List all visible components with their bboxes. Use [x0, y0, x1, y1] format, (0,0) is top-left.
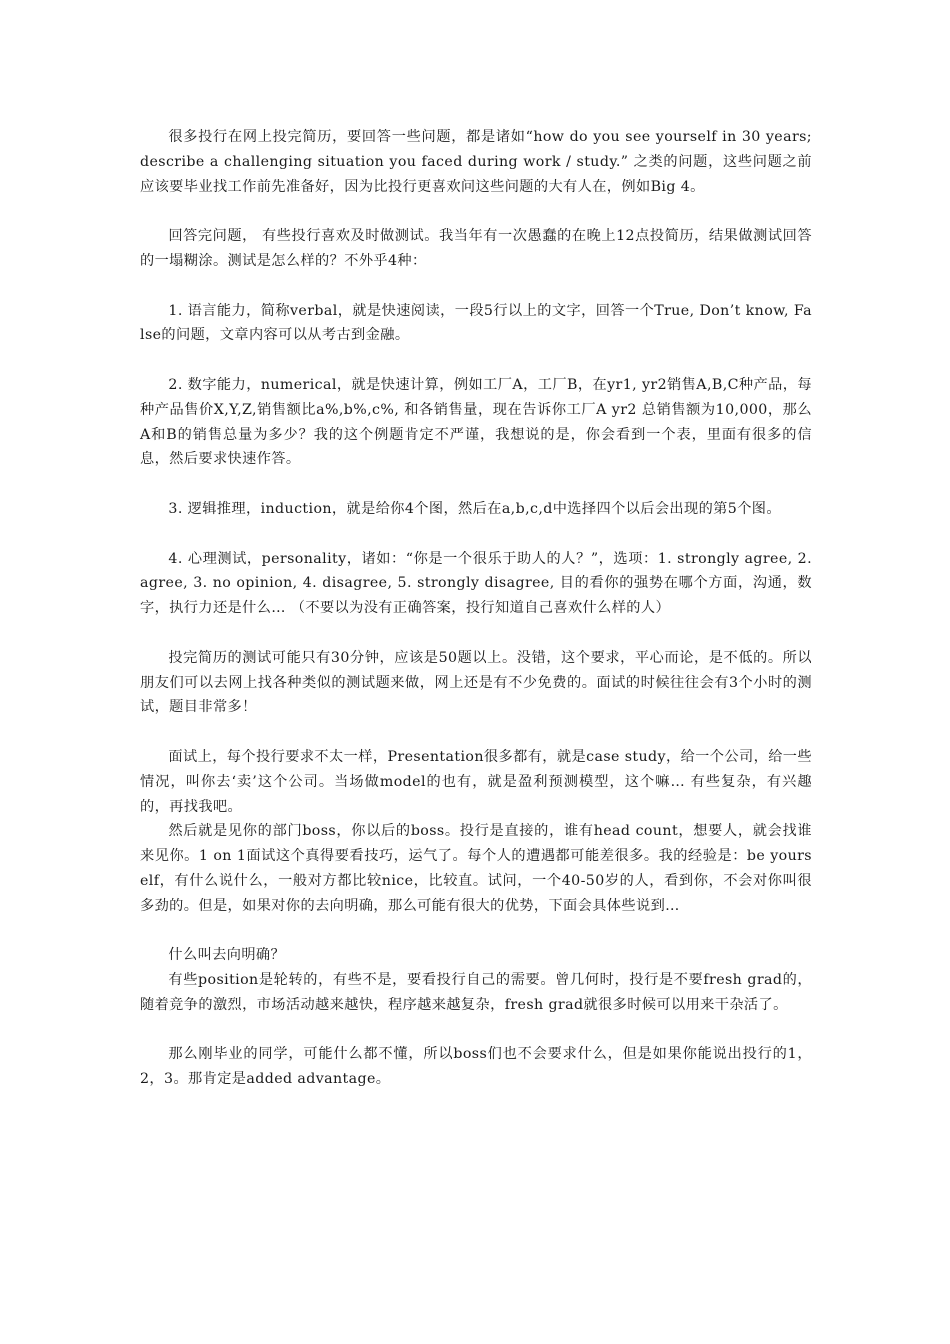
paragraph-gap	[140, 919, 812, 944]
paragraph-gap	[140, 472, 812, 497]
paragraph-personality-test: 4. 心理测试，personality，诸如：“你是一个很乐于助人的人？”，选项：1. strongly agree, 2. agree, 3. no opinion, 4. disagree, 5. strongly disagree, 目的看你的强势在哪个方面，沟通，数字，执行力还是什么… （不要以为没有正确答案，投行知道自己喜欢什么样的人）	[140, 550, 812, 617]
paragraph-gap	[140, 720, 812, 745]
paragraph-interview: 面试上，每个投行要求不太一样，Presentation很多都有，就是case study，给一个公司，给一些情况，叫你去‘卖’这个公司。当场做model的也有，就是盈利预测模型，这个嘛… 有些复杂，有兴趣的，再找我吧。	[140, 748, 812, 815]
paragraph-position: 有些position是轮转的，有些不是，要看投行自己的需要。曾几何时，投行是不要fresh grad的，随着竞争的激烈，市场活动越来越快，程序越来越复杂，fresh grad就很多时候可以用来干杂活了。	[140, 972, 812, 1013]
paragraph-induction-test: 3. 逻辑推理，induction，就是给你4个图，然后在a,b,c,d中选择四个以后会出现的第5个图。	[168, 500, 781, 517]
paragraph-verbal-test: 1. 语言能力，简称verbal，就是快速阅读，一段5行以上的文字，回答一个True, Don’t know, False的问题，文章内容可以从考古到金融。	[140, 302, 812, 344]
paragraph-gap	[140, 522, 812, 547]
paragraph-tests-overview: 回答完问题， 有些投行喜欢及时做测试。我当年有一次愚蠢的在晚上12点投简历，结果做测试回答的一塌糊涂。测试是怎么样的？不外乎4种：	[140, 228, 812, 269]
paragraph-boss-meeting: 然后就是见你的部门boss，你以后的boss。投行是直接的，谁有head count，想要人，就会找谁来见你。1 on 1面试这个真得要看技巧，运气了。每个人的遭遇都可能差很多。我的经验是：be yourself，有什么说什么，一般对方都比较nice，比较直。试问，一个40-50岁的人，看到你，不会对你叫很多劲的。但是，如果对你的去向明确，那么可能有很大的优势，下面会具体些说到…	[140, 823, 812, 914]
paragraph-numerical-test: 2. 数字能力，numerical，就是快速计算，例如工厂A，工厂B，在yr1, yr2销售A,B,C种产品，每种产品售价X,Y,Z,销售额比a%,b%,c%, 和各销售量，现在告诉你工厂A yr2 总销售额为10,000，那么A和B的销售总量为多少？我的这个例题肯定不严谨，我想说的是，你会看到一个表，里面有很多的信息，然后要求快速作答。	[140, 376, 812, 468]
paragraph-fresh-grad: 那么刚毕业的同学，可能什么都不懂，所以boss们也不会要求什么，但是如果你能说出投行的1，2，3。那肯定是added advantage。	[140, 1046, 812, 1088]
paragraph-question-heading: 什么叫去向明确？	[168, 947, 286, 964]
paragraph-gap	[140, 274, 812, 299]
paragraph-gap	[140, 348, 812, 373]
paragraph-gap	[140, 1018, 812, 1043]
document-body	[140, 125, 812, 1092]
paragraph-intro: 很多投行在网上投完简历，要回答一些问题，都是诸如“how do you see yourself in 30 years; describe a challenging situation you faced during work / study.” 之类的问题，这些问题之前应该要毕业找工作前先准备好，因为比投行更喜欢问这些问题的大有人在，例如Big 4。	[140, 129, 812, 195]
paragraph-test-duration: 投完简历的测试可能只有30分钟，应该是50题以上。没错，这个要求，平心而论，是不低的。所以朋友们可以去网上找各种类似的测试题来做，网上还是有不少免费的。面试的时候往往会有3个小时的测试，题目非常多！	[140, 649, 812, 716]
paragraph-gap	[140, 621, 812, 646]
paragraph-gap	[140, 199, 812, 224]
